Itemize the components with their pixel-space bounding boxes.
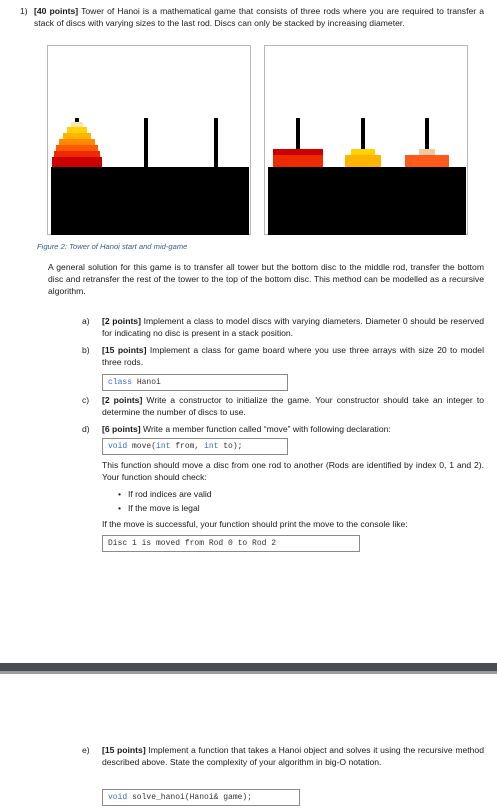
item-a-points: [2 points] bbox=[102, 316, 141, 326]
intro-paragraph: A general solution for this game is to transfer all tower but the bottom disc to the middle rod, transfer the bottom disc and retransfer the rest of the tower to the top of the bottom disc. This method can be modelled as a recursive algorithm. bbox=[48, 262, 484, 296]
item-c bbox=[82, 395, 484, 419]
figure-mid-game bbox=[264, 45, 468, 235]
disc-right-top bbox=[419, 149, 435, 155]
item-c-text: Write a constructor to initialize the game. Your constructor should take an integer to determine the number of discs to use. bbox=[102, 395, 484, 417]
question-text: Tower of Hanoi is a mathematical game that consists of three rods where you are required to transfer a stack of discs with varying sizes to the last rod. Discs can only be stacked by increasing diameter. bbox=[34, 6, 484, 28]
rod-right bbox=[214, 118, 218, 167]
item-d bbox=[82, 424, 484, 436]
item-c-label: c) bbox=[82, 395, 90, 405]
console-output-example: Disc 1 is moved from Rod 0 to Rod 2 bbox=[102, 535, 360, 552]
item-b-text: Implement a class for game board where you use three arrays with size 20 to model three rods. bbox=[102, 345, 484, 367]
item-e bbox=[82, 745, 484, 769]
item-d-points: [6 points] bbox=[102, 424, 141, 434]
check-text: If rod indices are valid bbox=[128, 489, 212, 499]
code-keyword-int: int bbox=[156, 442, 171, 451]
code-move-declaration bbox=[102, 438, 288, 455]
page-divider-shadow bbox=[0, 671, 497, 674]
disc-middle-top bbox=[351, 149, 375, 155]
disc-middle-bottom bbox=[345, 155, 381, 167]
item-a-text: Implement a class to model discs with varying diameters. Diameter 0 should be reserved for indicating no disc is present in a stack position. bbox=[102, 316, 484, 338]
item-d-description: This function should move a disc from one rod to another (Rods are identified by index 0, 1 and 2). Your function should check: bbox=[102, 460, 484, 482]
check-item bbox=[118, 503, 478, 515]
item-a bbox=[82, 316, 484, 340]
disc-3 bbox=[63, 133, 91, 139]
item-c-points: [2 points] bbox=[102, 395, 143, 405]
question-number: 1) bbox=[20, 6, 28, 16]
disc-left-bottom bbox=[273, 155, 323, 167]
disc-right-bottom bbox=[405, 155, 449, 167]
figure-start-game bbox=[47, 45, 251, 235]
code-keyword-int: int bbox=[204, 442, 219, 451]
page-divider bbox=[0, 663, 497, 671]
code-solve-hanoi bbox=[102, 789, 300, 806]
question-1 bbox=[20, 6, 484, 30]
code-move-name: move( bbox=[127, 442, 157, 451]
item-b-label: b) bbox=[82, 345, 90, 355]
code-class-name: Hanoi bbox=[132, 378, 161, 387]
code-keyword-void: void bbox=[108, 793, 128, 802]
item-b-points: [15 points] bbox=[102, 345, 147, 355]
disc-left-top bbox=[273, 149, 323, 155]
check-text: If the move is legal bbox=[128, 502, 200, 513]
item-e-label: e) bbox=[82, 745, 90, 755]
disc-1 bbox=[71, 122, 83, 127]
item-e-points: [15 points] bbox=[102, 745, 146, 755]
figure-caption: Figure 2: Tower of Hanoi start and mid-game bbox=[37, 242, 188, 251]
item-b bbox=[82, 345, 484, 369]
base-block bbox=[268, 167, 466, 235]
disc-6 bbox=[54, 151, 100, 157]
disc-7 bbox=[52, 157, 102, 167]
question-points: [40 points] bbox=[34, 6, 79, 16]
disc-5 bbox=[56, 145, 98, 151]
check-item bbox=[118, 489, 478, 501]
code-param-from: from, bbox=[170, 442, 205, 451]
bullet-icon: • bbox=[118, 489, 122, 499]
code-keyword-void: void bbox=[108, 442, 128, 451]
disc-4 bbox=[59, 139, 95, 145]
item-d-text: Write a member function called “move” with following declaration: bbox=[140, 424, 391, 434]
disc-2 bbox=[67, 127, 87, 133]
base-block bbox=[51, 167, 249, 235]
item-d-output-intro: If the move is successful, your function should print the move to the console like: bbox=[102, 519, 408, 529]
item-d-label: d) bbox=[82, 424, 90, 434]
start-game-image bbox=[48, 46, 252, 236]
code-keyword-class: class bbox=[108, 378, 133, 387]
code-class-hanoi bbox=[102, 374, 288, 391]
code-solve-signature: solve_hanoi(Hanoi& game); bbox=[127, 793, 253, 802]
item-e-text: Implement a function that takes a Hanoi object and solves it using the recursive method described above. State the complexity of your algorithm in big-O notation. bbox=[102, 745, 484, 767]
mid-game-image bbox=[265, 46, 469, 236]
item-a-label: a) bbox=[82, 316, 90, 326]
rod-middle bbox=[144, 118, 148, 167]
bullet-icon: • bbox=[118, 502, 122, 513]
check-list bbox=[118, 489, 478, 515]
figure-hanoi bbox=[47, 45, 487, 237]
code-param-to: to); bbox=[218, 442, 243, 451]
